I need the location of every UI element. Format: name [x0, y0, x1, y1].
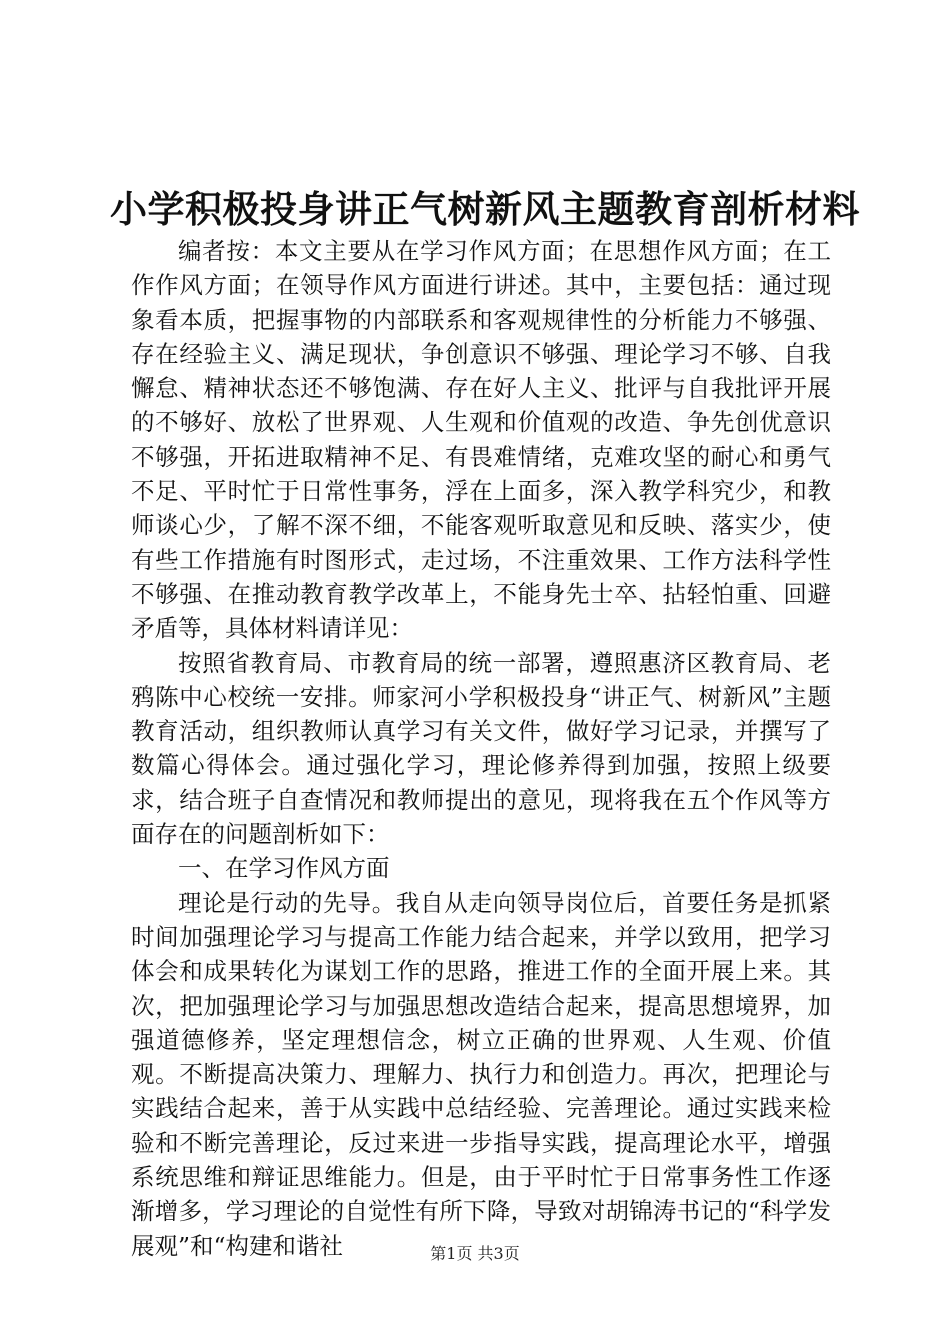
editor-note-paragraph: 编者按：本文主要从在学习作风方面；在思想作风方面；在工作作风方面；在领导作风方面进行讲述。其中，主要包括：通过现象看本质，把握事物的内部联系和客观规律性的分析能力不够强、存在经验主义、满足现状，争创意识不够强、理论学习不够、自我懈怠、精神状态还不够饱满、存在好人主义、批评与自我批评开展的不够好、放松了世界观、人生观和价值观的改造、争先创优意识不够强，开拓进取精神不足、有畏难情绪，克难攻坚的耐心和勇气不足、平时忙于日常性事务，浮在上面多，深入教学科究少，和教师谈心少，了解不深不细，不能客观听取意见和反映、落实少，使有些工作措施有时图形式，走过场，不注重效果、工作方法科学性不够强、在推动教育教学改革上，不能身先士卒、拈轻怕重、回避矛盾等，具体材料请详见：: [131, 237, 831, 643]
page-footer: 第1页 共3页: [430, 1244, 520, 1263]
section-paragraph: 理论是行动的先导。我自从走向领导岗位后，首要任务是抓紧时间加强理论学习与提高工作能力结合起来，并学以致用，把学习体会和成果转化为谋划工作的思路，推进工作的全面开展上来。其次，把加强理论学习与加强思想改造结合起来，提高思想境界，加强道德修养，坚定理想信念，树立正确的世界观、人生观、价值观。不断提高决策力、理解力、执行力和创造力。再次，把理论与实践结合起来，善于从实践中总结经验、完善理论。通过实践来检验和不断完善理论，反过来进一步指导实践，提高理论水平，增强系统思维和辩证思维能力。但是，由于平时忙于日常事务性工作逐渐增多，学习理论的自觉性有所下降，导致对胡锦涛书记的“科学发展观”和“构建和谐社: [131, 888, 831, 1260]
section-heading: 一、在学习作风方面: [178, 854, 390, 883]
document-body: [131, 234, 831, 1263]
intro-paragraph: 按照省教育局、市教育局的统一部署，遵照惠济区教育局、老鸦陈中心校统一安排。师家河小学积极投身“讲正气、树新风”主题教育活动，组织教师认真学习有关文件，做好学习记录，并撰写了数篇心得体会。通过强化学习，理论修养得到加强，按照上级要求，结合班子自查情况和教师提出的意见，现将我在五个作风等方面存在的问题剖析如下：: [131, 648, 831, 849]
document-title: 小学积极投身讲正气树新风主题教育剖析材料: [110, 188, 860, 231]
